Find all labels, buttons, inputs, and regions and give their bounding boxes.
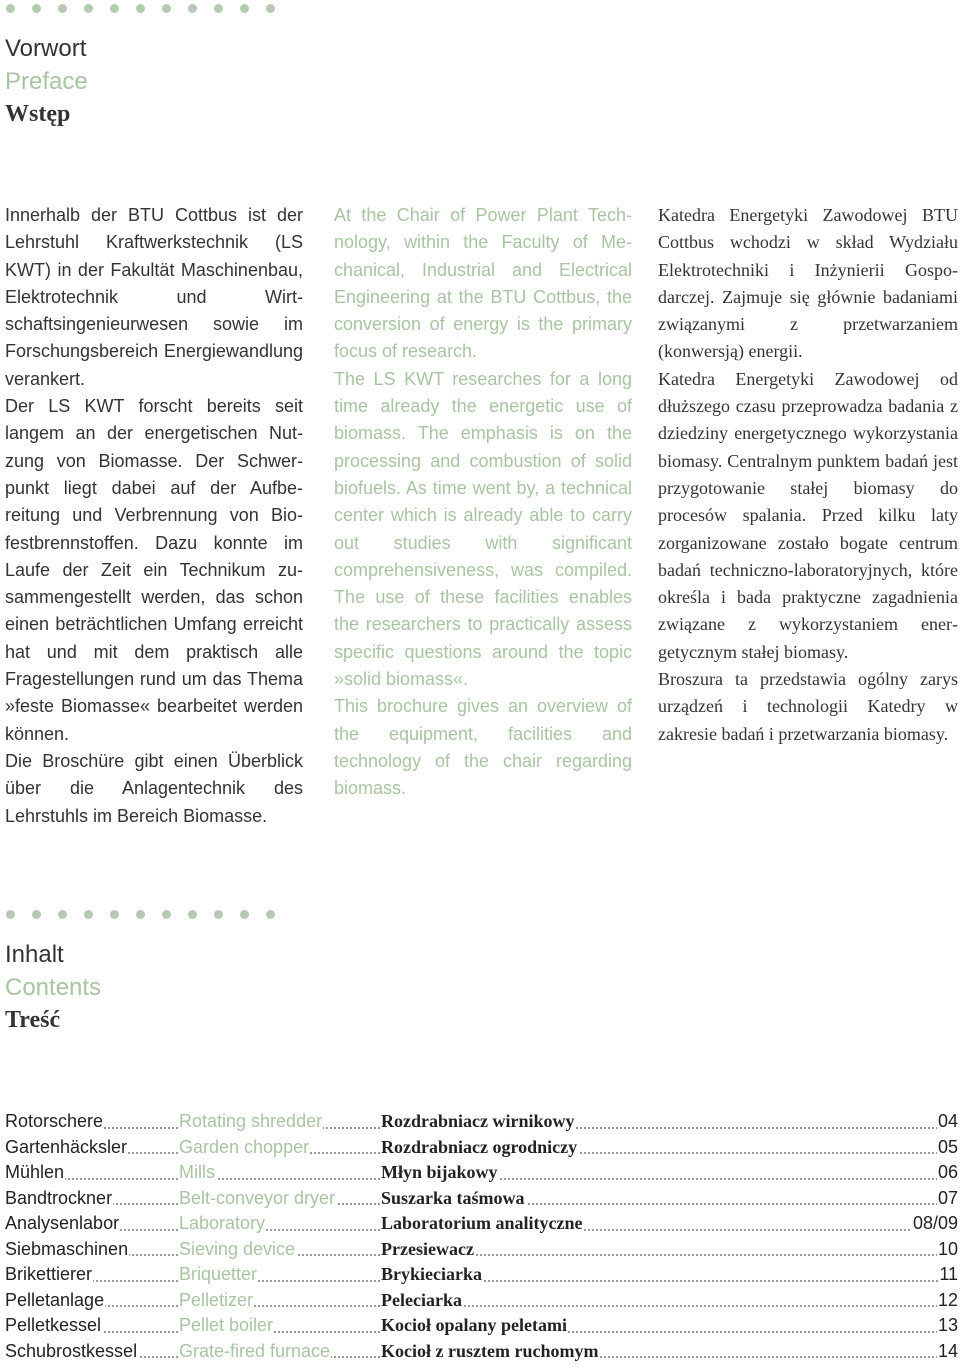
toc-entry-de: Rotorschere xyxy=(5,1109,104,1135)
toc-page-number: 12 xyxy=(937,1288,958,1314)
toc-page-number: 06 xyxy=(937,1160,958,1186)
toc-row[interactable] xyxy=(5,1288,958,1314)
toc-entry-pl: Młyn bijakowy xyxy=(381,1160,499,1186)
toc-entry-pl: Laboratorium analityczne xyxy=(381,1211,583,1237)
paragraph: Die Broschüre gibt einen Überblick über die Anlagentechnik des Lehrstuhls im Bereich Biomasse. xyxy=(5,750,303,826)
toc-entry-de: Analysenlabor xyxy=(5,1211,120,1237)
toc-entry-en: Pelletizer xyxy=(179,1288,254,1314)
toc-row[interactable] xyxy=(5,1262,958,1288)
toc-entry-de: Gartenhäcksler xyxy=(5,1135,128,1161)
toc-page-number: 14 xyxy=(937,1339,958,1365)
paragraph: Katedra Energetyki Zawodowej BTU Cottbus wchodzi w skład Wydziału Elektrotechniki i Inżynierii Gospodarczej. Zajmuje się głównie badaniami związanymi z przetwarzaniem (konwersją) energii. xyxy=(658,205,958,362)
toc-page-number: 05 xyxy=(937,1135,958,1161)
paragraph: Broszura ta przedstawia ogólny zarys urządzeń i technologii Katedry w zakresie badań i przetwarzania biomasy. xyxy=(658,669,958,744)
toc-entry-de: Bandtrockner xyxy=(5,1186,113,1212)
preface-title-pl: Wstęp xyxy=(5,101,71,127)
toc-row[interactable] xyxy=(5,1339,958,1365)
toc-page-number: 04 xyxy=(937,1109,958,1135)
paragraph: This brochure gives an overview of the equipment, facilities and technology of the chair regarding biomass. xyxy=(334,696,632,799)
toc-entry-de: Siebmaschinen xyxy=(5,1237,129,1263)
toc-row[interactable] xyxy=(5,1186,958,1212)
toc-page-number: 07 xyxy=(937,1186,958,1212)
decorative-dots-contents xyxy=(6,910,275,919)
toc-entry-en: Mills xyxy=(179,1160,216,1186)
table-of-contents xyxy=(5,1109,958,1364)
toc-entry-de: Mühlen xyxy=(5,1160,65,1186)
toc-entry-pl: Rozdrabniacz wirnikowy xyxy=(381,1109,576,1135)
toc-row[interactable] xyxy=(5,1313,958,1339)
paragraph: Katedra Energetyki Zawodowej od dłuższego czasu przeprowadza badania z dziedziny energetycznego wykorzystania biomasy. Centralnym punktem badań jest przygotowanie stałej biomasy do procesów spalania. Przed kilku laty zorganizowane zostało bogate centrum badań techniczno-laboratoryjnych, które określa i bada praktyczne zagadnienia związane z wykorzystaniem energetycznym stałej biomasy. xyxy=(658,368,958,662)
toc-entry-en: Grate-fired furnace xyxy=(179,1339,331,1365)
decorative-dots-top xyxy=(6,4,275,13)
toc-entry-de: Schubrostkessel xyxy=(5,1339,138,1365)
toc-entry-de: Pelletkessel xyxy=(5,1313,102,1339)
toc-entry-en: Sieving device xyxy=(179,1237,296,1263)
toc-entry-en: Briquetter xyxy=(179,1262,258,1288)
toc-entry-en: Garden chopper xyxy=(179,1135,310,1161)
toc-page-number: 13 xyxy=(937,1313,958,1339)
preface-title-de: Vorwort xyxy=(5,35,87,62)
preface-text-pl xyxy=(658,202,958,748)
toc-entry-pl: Przesiewacz xyxy=(381,1237,475,1263)
toc-page-number: 10 xyxy=(937,1237,958,1263)
preface-text-en xyxy=(334,202,632,803)
toc-entry-pl: Kocioł opalany peletami xyxy=(381,1313,568,1339)
toc-entry-en: Laboratory xyxy=(179,1211,266,1237)
preface-text-de xyxy=(5,202,303,830)
contents-title-de: Inhalt xyxy=(5,941,64,968)
preface-title-en: Preface xyxy=(5,68,88,95)
preface-heading xyxy=(5,32,88,131)
toc-entry-en: Belt-conveyor dryer xyxy=(179,1186,336,1212)
toc-row[interactable] xyxy=(5,1109,958,1135)
toc-entry-en: Rotating shredder xyxy=(179,1109,323,1135)
toc-row[interactable] xyxy=(5,1211,958,1237)
toc-entry-pl: Brykieciarka xyxy=(381,1262,483,1288)
toc-entry-de: Brikettierer xyxy=(5,1262,93,1288)
toc-entry-pl: Suszarka taśmowa xyxy=(381,1186,526,1212)
toc-row[interactable] xyxy=(5,1135,958,1161)
toc-page-number: 11 xyxy=(938,1262,958,1288)
contents-heading xyxy=(5,938,101,1037)
contents-title-en: Contents xyxy=(5,974,102,1001)
toc-entry-pl: Kocioł z rusztem ruchomym xyxy=(381,1339,599,1365)
toc-row[interactable] xyxy=(5,1237,958,1263)
toc-page-number: 08/09 xyxy=(912,1211,958,1237)
toc-entry-de: Pelletanlage xyxy=(5,1288,105,1314)
toc-entry-pl: Rozdrabniacz ogrodniczy xyxy=(381,1135,578,1161)
paragraph: Innerhalb der BTU Cottbus ist der Lehrstuhl Kraftwerkstechnik (LS KWT) in der Fakultät Maschinenbau, Elektrotechnik und Wirtschaftsingenieurwesen sowie im Forschungsbereich Energiewandlung verankert. xyxy=(5,205,303,389)
contents-title-pl: Treść xyxy=(5,1007,61,1033)
toc-entry-en: Pellet boiler xyxy=(179,1313,274,1339)
paragraph: Der LS KWT forscht bereits seit langem an der energetischen Nutzung von Biomasse. Der Schwerpunkt liegt dabei auf der Aufbereitung und Verbrennung von Biofestbrennstoffen. Dazu konnte im Laufe der Zeit ein Technikum zusammengestellt werden, das schon einen beträchtlichen Umfang erreicht hat und mit dem praktisch alle Fragestellungen rund um das Thema »feste Biomasse« bearbeitet werden können. xyxy=(5,396,303,744)
paragraph: At the Chair of Power Plant Technology, within the Faculty of Mechanical, Industrial and Electrical Engineering at the BTU Cottbus, the conversion of energy is the primary focus of research. xyxy=(334,205,632,362)
toc-row[interactable] xyxy=(5,1160,958,1186)
toc-entry-pl: Peleciarka xyxy=(381,1288,463,1314)
paragraph: The LS KWT researches for a long time already the energetic use of biomass. The emphasis is on the processing and combustion of solid biofuels. As time went by, a technical center which is already able to carry out studies with significant comprehensiveness, was compiled. The use of these facilities enables the researchers to practically assess specific questions around the topic »solid biomass«. xyxy=(334,368,632,690)
